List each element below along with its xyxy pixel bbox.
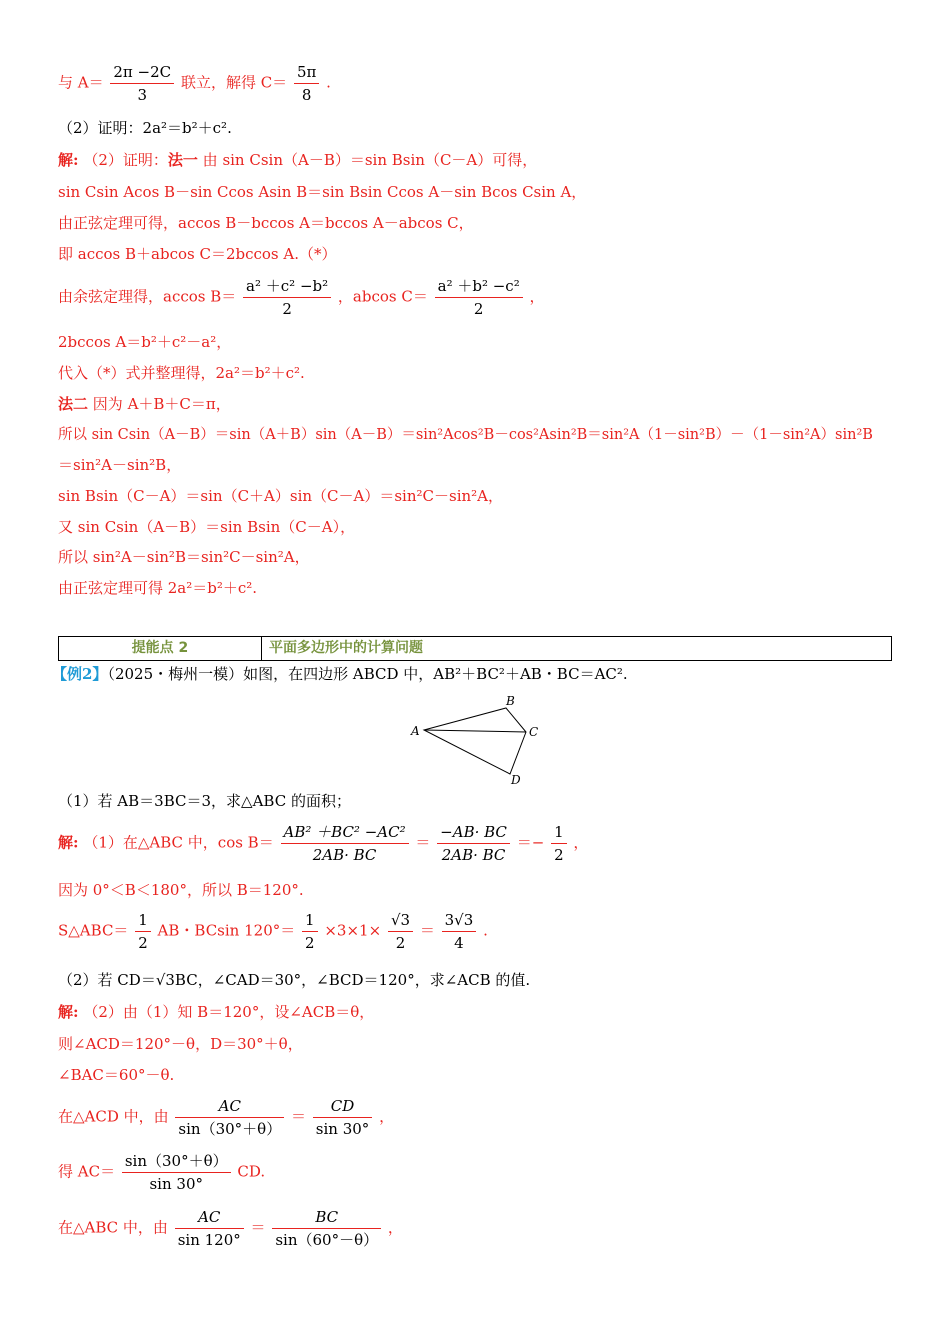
solution-2-line-3: ∠BAC＝60°－θ. <box>58 1066 175 1084</box>
text: ，abcos C＝ <box>337 287 428 306</box>
numerator: a² ＋c² −b² <box>243 276 331 298</box>
text: （2）由（1）知 B＝120°，设∠ACB＝θ， <box>83 1003 375 1021</box>
text: 因为 A＋B＋C＝π， <box>92 395 231 413</box>
line-4: sin Csin Acos B－sin Ccos Asin B＝sin Bsin Ccos A－sin Bcos Csin A， <box>58 183 587 201</box>
method-label: 法二 <box>58 395 89 413</box>
solution-2-line-2: 则∠ACD＝120°－θ，D＝30°＋θ， <box>58 1035 303 1053</box>
question-1: （1）若 AB＝3BC＝3，求△ABC 的面积； <box>58 792 351 810</box>
text: 由余弦定理得，accos B＝ <box>58 287 237 306</box>
numerator: √3 <box>388 910 413 932</box>
solution-label: 解: <box>58 833 79 852</box>
numerator: sin（30°＋θ） <box>122 1151 231 1173</box>
fraction <box>437 822 510 865</box>
denominator: 2 <box>138 934 148 952</box>
label-b: B <box>506 694 515 708</box>
line-5: 由正弦定理可得，accos B－bccos A＝bccos A－abcos C， <box>58 214 474 232</box>
text: （2）证明： <box>83 151 168 169</box>
question-2: （2）若 CD＝√3BC，∠CAD＝30°，∠BCD＝120°，求∠ACB 的值. <box>58 971 531 989</box>
solution-2-line-6 <box>58 1207 403 1250</box>
denominator: 2 <box>554 846 564 864</box>
text: 在△ABC 中，由 <box>58 1218 168 1237</box>
denominator: sin 30° <box>315 1120 370 1138</box>
label-d: D <box>511 773 521 787</box>
denominator: sin 30° <box>149 1175 203 1193</box>
fraction <box>122 1151 231 1194</box>
fraction <box>435 276 523 319</box>
denominator: sin 120° <box>177 1231 241 1249</box>
text: 联立，解得 C＝ <box>180 73 288 92</box>
numerator: AC <box>175 1207 244 1229</box>
line-9: 代入（*）式并整理得，2a²＝b²＋c². <box>58 364 305 382</box>
solution-2-line-4 <box>58 1096 394 1139</box>
denominator: 2 <box>473 300 484 318</box>
line-14: 又 sin Csin（A－B）＝sin Bsin（C－A）， <box>58 518 356 536</box>
fraction <box>135 910 151 953</box>
line-8: 2bccos A＝b²＋c²－a²， <box>58 333 232 351</box>
text: （1）在△ABC 中，cos B＝ <box>83 833 274 852</box>
numerator: 2π −2C <box>110 62 174 84</box>
line-10 <box>58 394 231 414</box>
numerator: CD <box>313 1096 373 1118</box>
label-a: A <box>411 724 420 738</box>
section-header <box>58 636 892 661</box>
numerator: AC <box>175 1096 284 1118</box>
fraction <box>551 822 567 865</box>
numerator: 3√3 <box>442 910 477 932</box>
numerator: AB² ＋BC² −AC² <box>281 822 409 844</box>
line-11: 所以 sin Csin（A－B）＝sin（A＋B）sin（A－B）＝sin²Acos²B－cos²Asin²B＝sin²A（1－sin²B）－（1－sin²A）sin²B <box>58 427 873 443</box>
denominator: 3 <box>137 86 148 104</box>
text: CD. <box>237 1162 266 1181</box>
solution-label: 解: <box>58 1003 79 1021</box>
numerator: BC <box>272 1207 381 1229</box>
fraction <box>294 62 319 105</box>
text: S△ABC＝ <box>58 921 129 940</box>
solution-2-line-1 <box>58 1002 374 1022</box>
solution-1-line-3 <box>58 910 488 953</box>
text: ， <box>573 833 589 852</box>
line-12: ＝sin²A－sin²B， <box>58 456 182 474</box>
solution-1-line-1 <box>58 822 588 865</box>
numerator: −AB· BC <box>437 822 510 844</box>
solution-label: 解: <box>58 151 79 169</box>
fraction <box>281 822 409 865</box>
solution-2-line-5 <box>58 1151 265 1194</box>
text: ＝ <box>250 1218 266 1237</box>
line-3 <box>58 150 537 170</box>
fraction <box>175 1096 284 1139</box>
line-16: 由正弦定理可得 2a²＝b²＋c². <box>58 579 258 597</box>
text: 得 AC＝ <box>58 1162 116 1181</box>
solution-1-line-2: 因为 0°＜B＜180°，所以 B＝120°. <box>58 881 304 899</box>
text: ＝ <box>415 833 431 852</box>
text: . <box>326 73 331 92</box>
fraction <box>442 910 477 953</box>
line-1 <box>58 62 331 105</box>
fraction <box>302 910 318 953</box>
numerator: 5π <box>294 62 319 84</box>
example-text: （2025・梅州一模）如图，在四边形 ABCD 中，AB²＋BC²＋AB・BC＝AC². <box>107 665 628 683</box>
text: ＝ <box>419 921 435 940</box>
numerator: 1 <box>302 910 318 932</box>
denominator: 4 <box>454 934 464 952</box>
label-c: C <box>529 725 539 739</box>
text: ， <box>387 1218 403 1237</box>
denominator: 2AB· BC <box>312 846 377 864</box>
text: AB・BCsin 120°＝ <box>157 921 296 940</box>
quadrilateral-outline <box>424 708 526 774</box>
text: ×3×1× <box>324 921 382 940</box>
text: 由 sin Csin（A－B）＝sin Bsin（C－A）可得， <box>202 151 538 169</box>
text: ＝ <box>290 1107 306 1126</box>
numerator: 1 <box>551 822 567 844</box>
denominator: 8 <box>301 86 312 104</box>
numerator: 1 <box>135 910 151 932</box>
denominator: sin（30°＋θ） <box>178 1120 282 1138</box>
line-6: 即 accos B＋abcos C＝2bccos A.（*） <box>58 245 337 263</box>
fraction <box>110 62 174 105</box>
text: 在△ACD 中，由 <box>58 1107 169 1126</box>
fraction <box>175 1207 244 1250</box>
numerator: a² ＋b² −c² <box>435 276 523 298</box>
text: ， <box>379 1107 395 1126</box>
example-label: 【例2】 <box>52 665 108 683</box>
text: 与 A＝ <box>58 73 104 92</box>
section-number: 提能点 2 <box>59 637 262 660</box>
example-2 <box>52 664 628 684</box>
denominator: 2AB· BC <box>441 846 506 864</box>
method-label: 法一 <box>167 151 198 169</box>
text: . <box>483 921 488 940</box>
line-7 <box>58 276 545 319</box>
fraction <box>243 276 331 319</box>
quadrilateral-figure <box>410 692 550 788</box>
diagonal-ac <box>424 730 526 732</box>
text: ， <box>529 287 545 306</box>
line-15: 所以 sin²A－sin²B＝sin²C－sin²A， <box>58 548 310 566</box>
fraction <box>388 910 413 953</box>
fraction <box>313 1096 373 1139</box>
fraction <box>272 1207 381 1250</box>
line-13: sin Bsin（C－A）＝sin（C＋A）sin（C－A）＝sin²C－sin²A， <box>58 487 503 505</box>
denominator: 2 <box>395 934 406 952</box>
line-2: （2）证明：2a²＝b²＋c². <box>58 119 232 137</box>
denominator: 2 <box>282 300 292 318</box>
section-title: 平面多边形中的计算问题 <box>269 640 423 656</box>
text: ＝− <box>516 833 545 852</box>
denominator: 2 <box>305 934 315 952</box>
denominator: sin（60°－θ） <box>275 1231 379 1249</box>
